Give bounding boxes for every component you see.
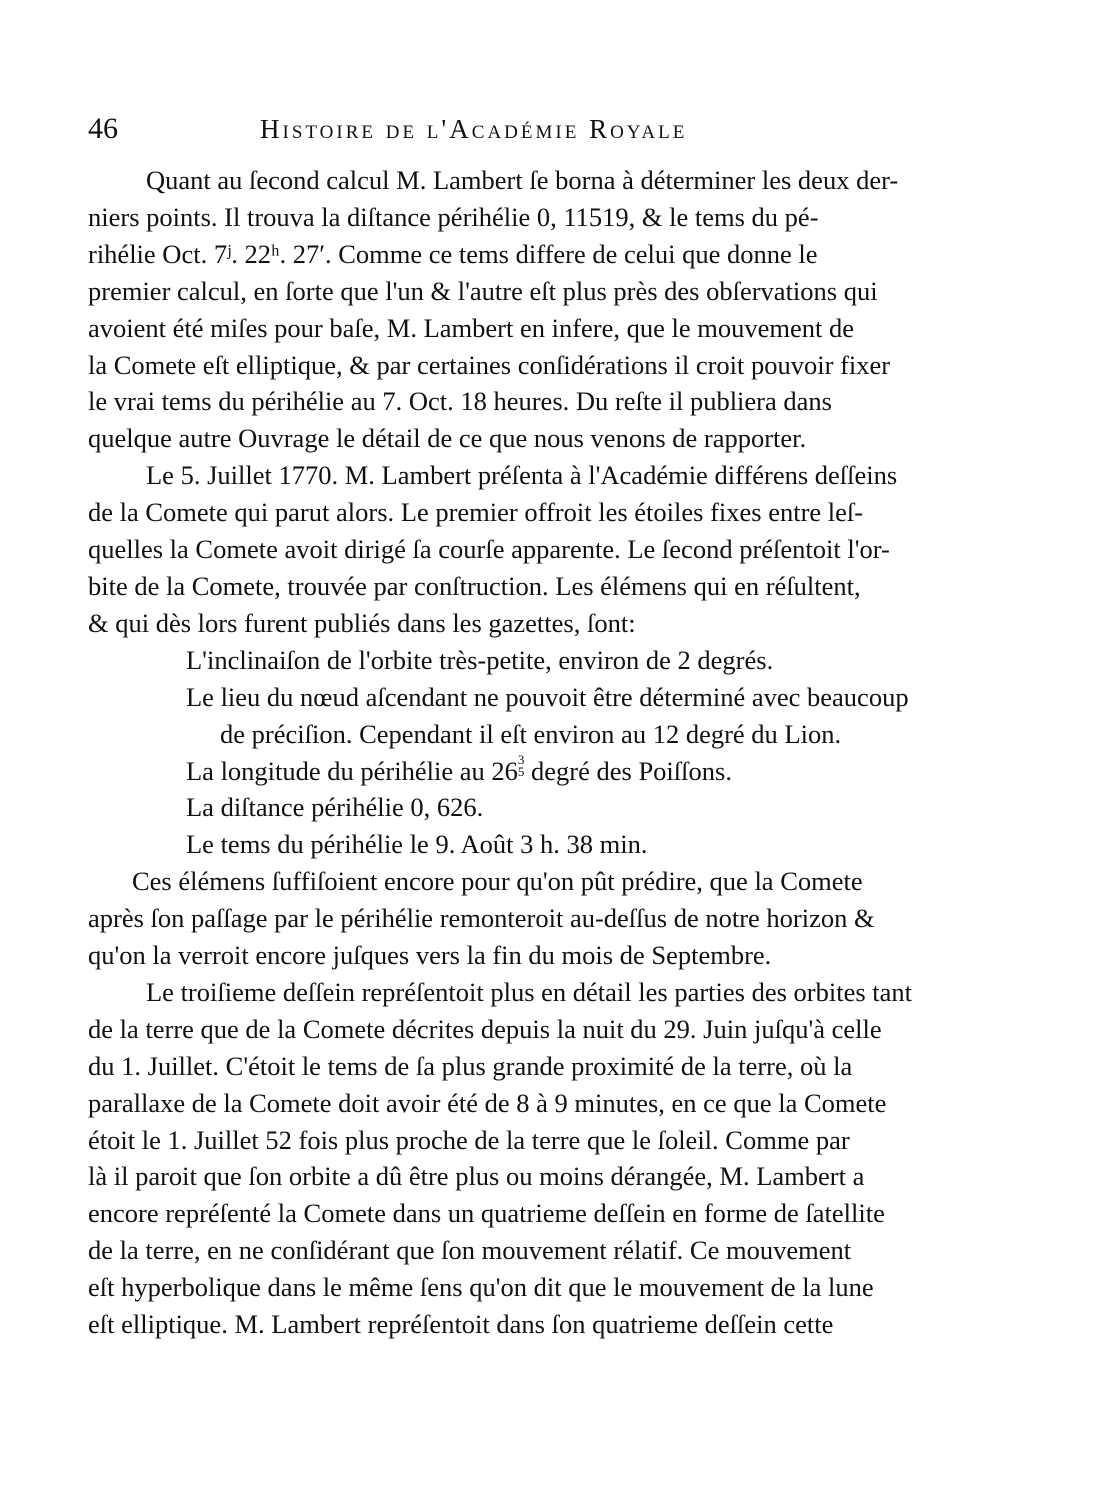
text-line: la Comete eſt elliptique, & par certaines conſidérations il croit pouvoir fixer: [88, 349, 891, 380]
text-line: de la terre, en ne conſidérant que ſon mouvement rélatif. Ce mouvement: [88, 1235, 852, 1266]
text-line: & qui dès lors furent publiés dans les gazettes, ſont:: [88, 607, 636, 638]
element-item: La diſtance périhélie 0, 626.: [186, 792, 484, 823]
running-header: [88, 112, 1018, 152]
fraction-denominator: 5: [517, 763, 525, 779]
text-line: encore repréſenté la Comete dans un quatrieme deſſein en forme de ſatellite: [88, 1198, 885, 1229]
text-line: eſt hyperbolique dans le même ſens qu'on dit que le mouvement de la lune: [88, 1272, 874, 1303]
element-item: Le lieu du nœud aſcendant ne pouvoit être déterminé avec beaucoup: [186, 681, 909, 712]
text-line: Le 5. Juillet 1770. M. Lambert préſenta à l'Académie différens deſſeins: [146, 460, 898, 491]
text-line: premier calcul, en ſorte que l'un & l'autre eſt plus près des obſervations qui: [88, 275, 878, 306]
text-line: niers points. Il trouva la diſtance périhélie 0, 11519, & le tems du pé-: [88, 201, 819, 232]
element-text-after: degré des Poiſſons.: [524, 755, 732, 786]
text-line: quelles la Comete avoit dirigé ſa courſe apparente. Le ſecond préſentoit l'or-: [88, 534, 890, 565]
text-line: Quant au ſecond calcul M. Lambert ſe borna à déterminer les deux der-: [146, 165, 899, 195]
page-body: [88, 162, 1013, 1343]
text-line: parallaxe de la Comete doit avoir été de 8 à 9 minutes, en ce que la Comete: [88, 1087, 887, 1118]
text-line: après ſon paſſage par le périhélie remonteroit au-deſſus de notre horizon &: [88, 903, 875, 934]
element-item: de préciſion. Cependant il eſt environ au 12 degré du Lion.: [220, 718, 842, 749]
paragraph-2: [88, 457, 1013, 642]
element-item: Le tems du périhélie le 9. Août 3 h. 38 min.: [186, 829, 648, 860]
text-line: qu'on la verroit encore juſques vers la fin du mois de Septembre.: [88, 940, 772, 971]
running-title: Histoire de l'Académie Royale: [260, 114, 688, 144]
text-line: eſt elliptique. M. Lambert repréſentoit dans ſon quatrieme deſſein cette: [88, 1309, 834, 1340]
page-number: 46: [88, 112, 118, 145]
text-line: étoit le 1. Juillet 52 fois plus proche de la terre que le ſoleil. Comme par: [88, 1124, 850, 1155]
element-item: [88, 753, 1013, 790]
text-line: Ces élémens ſuffiſoient encore pour qu'on pût prédire, que la Comete: [132, 866, 863, 897]
text-line: de la Comete qui parut alors. Le premier offroit les étoiles fixes entre leſ-: [88, 497, 864, 528]
text-line: bite de la Comete, trouvée par conſtruction. Les élémens qui en réſultent,: [88, 570, 861, 601]
text-line: là il paroit que ſon orbite a dû être plus ou moins dérangée, M. Lambert a: [88, 1161, 865, 1192]
element-text: La longitude du périhélie au 26: [186, 755, 518, 786]
text-line: quelque autre Ouvrage le détail de ce que nous venons de rapporter.: [88, 423, 807, 454]
element-item: L'inclinaiſon de l'orbite très-petite, environ de 2 degrés.: [186, 644, 774, 675]
text-line: du 1. Juillet. C'étoit le tems de ſa plus grande proximité de la terre, où la: [88, 1050, 853, 1081]
orbital-elements-list: [88, 642, 1013, 863]
paragraph-3: [88, 863, 1013, 974]
text-line: le vrai tems du périhélie au 7. Oct. 18 heures. Du reſte il publiera dans: [88, 386, 832, 417]
text-line: de la terre que de la Comete décrites depuis la nuit du 29. Juin juſqu'à celle: [88, 1013, 882, 1044]
text-line: rihélie Oct. 7ʲ. 22ʰ. 27′. Comme ce tems differe de celui que donne le: [88, 238, 818, 269]
paragraph-4: [88, 974, 1013, 1343]
text-line: Le troiſieme deſſein repréſentoit plus en détail les parties des orbites tant: [146, 976, 913, 1007]
fraction-numerator: 3: [517, 751, 525, 767]
text-line: avoient été miſes pour baſe, M. Lambert en infere, que le mouvement de: [88, 312, 855, 343]
paragraph-1: [88, 162, 1013, 457]
